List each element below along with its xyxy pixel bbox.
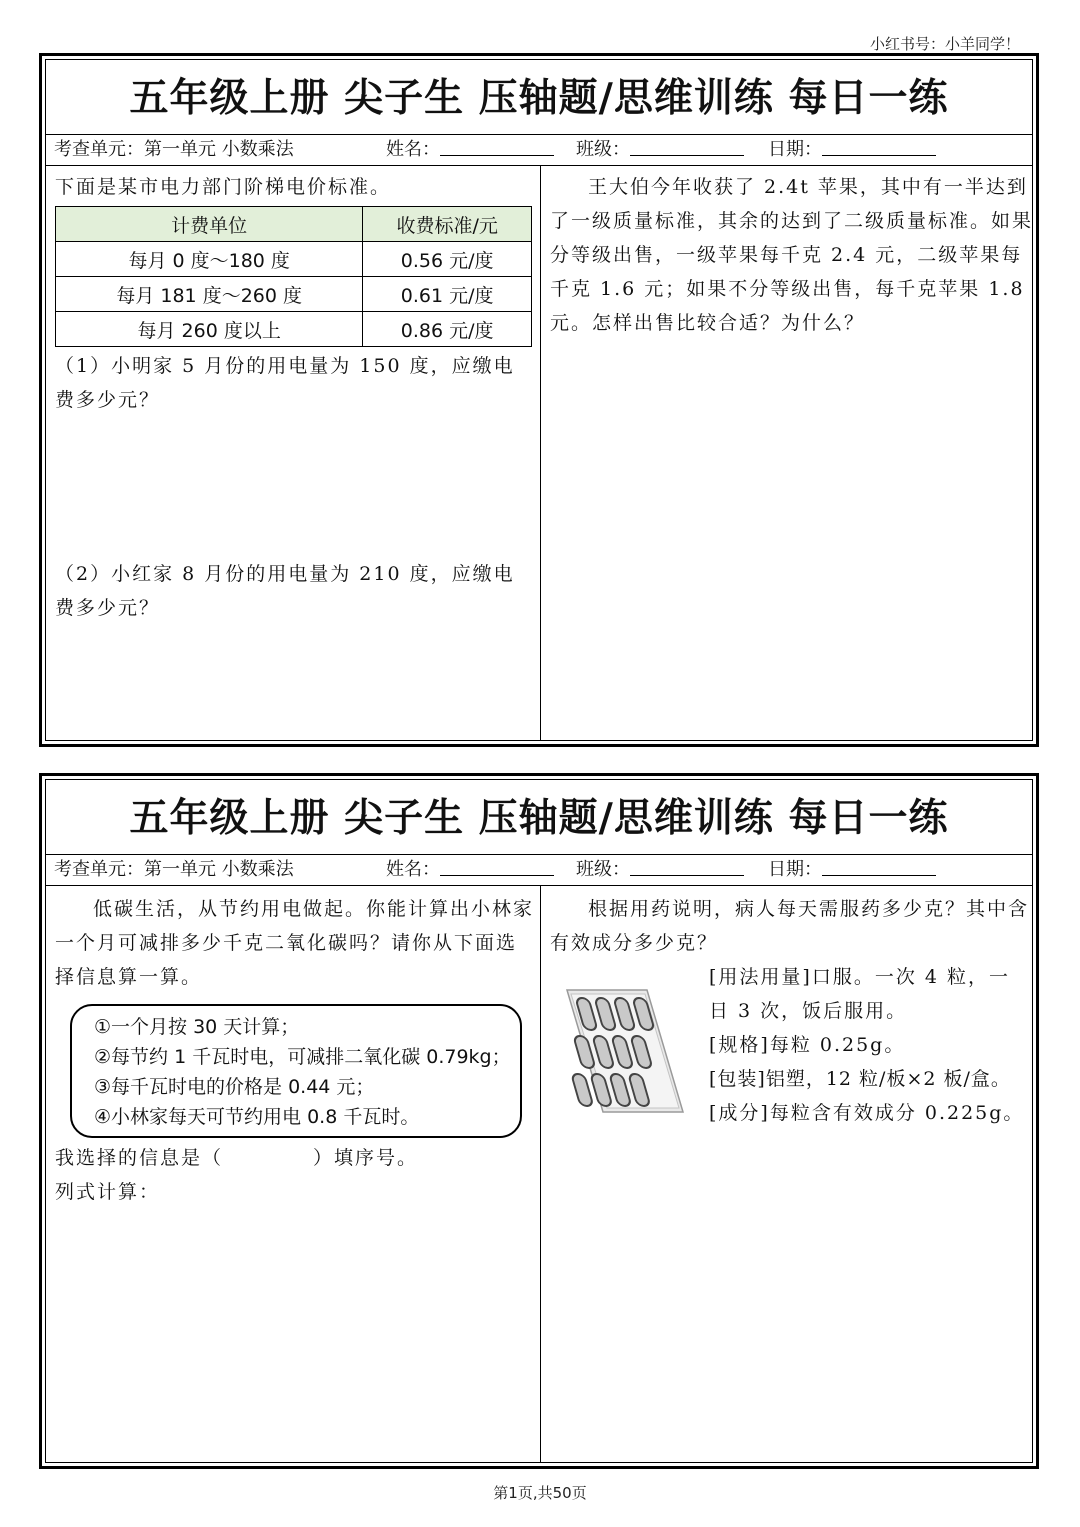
q1-part1: （1）小明家 5 月份的用电量为 150 度，应缴电费多少元？ (55, 355, 515, 411)
choice-line (55, 1141, 535, 1175)
q1-part2: （2）小红家 8 月份的用电量为 210 度，应缴电费多少元？ (55, 563, 515, 619)
table-header-cell: 收费标准/元 (363, 207, 532, 242)
table-cell: 0.61 元/度 (363, 277, 532, 312)
class-blank[interactable] (630, 135, 744, 156)
table-cell: 每月 260 度以上 (56, 312, 363, 347)
info-option: ④小林家每天可节约用电 0.8 千瓦时。 (94, 1106, 420, 1128)
table-cell: 每月 0 度～180 度 (56, 242, 363, 277)
table-header-row (56, 207, 532, 242)
date-field[interactable] (768, 855, 822, 885)
class-field[interactable] (576, 855, 630, 885)
question-low-carbon (46, 886, 541, 1462)
medicine-package: [包装]铝塑，12 粒/板×2 板/盒。 (709, 1068, 1011, 1090)
electricity-price-table (55, 206, 532, 347)
info-bar (46, 855, 1032, 886)
table-row (56, 312, 532, 347)
info-options-box (70, 1004, 522, 1138)
q1-intro: 下面是某市电力部门阶梯电价标准。 (55, 176, 392, 198)
info-option: ③每千瓦时电的价格是 0.44 元； (94, 1076, 375, 1098)
name-blank[interactable] (440, 855, 554, 876)
info-option: ②每节约 1 千瓦时电，可减排二氧化碳 0.79kg； (94, 1046, 511, 1068)
calc-label: 列式计算： (55, 1181, 161, 1203)
name-label: 姓名： (386, 139, 440, 160)
q2-text: 王大伯今年收获了 2.4t 苹果，其中有一半达到了一级质量标准，其余的达到了二级质量标准。如果分等级出售，一级苹果每千克 2.4 元，二级苹果每千克 1.6 元；如果不分等级出售，每千克苹果 1.8 元。怎样出售比较合适？为什么？ (550, 176, 1034, 334)
table-row (56, 242, 532, 277)
name-field[interactable] (386, 135, 440, 165)
name-field[interactable] (386, 855, 440, 885)
choice-suffix: ）填序号。 (313, 1147, 419, 1169)
class-label: 班级： (576, 859, 630, 880)
q4-text: 根据用药说明，病人每天需服药多少克？其中含有效成分多少克？ (550, 898, 1030, 954)
date-blank[interactable] (822, 135, 936, 156)
name-blank[interactable] (440, 135, 554, 156)
date-field[interactable] (768, 135, 822, 165)
table-cell: 0.56 元/度 (363, 242, 532, 277)
worksheet-1 (39, 53, 1039, 747)
watermark: 小红书号：小羊同学！ (869, 35, 1020, 53)
worksheet-title: 五年级上册 尖子生 压轴题/思维训练 每日一练 (46, 60, 1032, 135)
date-label: 日期： (768, 859, 822, 880)
class-label: 班级： (576, 139, 630, 160)
question-apples (541, 166, 1032, 740)
table-cell: 每月 181 度～260 度 (56, 277, 363, 312)
table-row (56, 277, 532, 312)
class-blank[interactable] (630, 855, 744, 876)
unit-label: 考查单元：第一单元 小数乘法 (54, 859, 294, 880)
info-bar (46, 135, 1032, 166)
info-option: ①一个月按 30 天计算； (94, 1016, 300, 1038)
question-electricity (46, 166, 541, 740)
choice-prefix: 我选择的信息是（ (55, 1147, 224, 1169)
page-number: 第1页,共50页 (493, 1484, 587, 1502)
class-field[interactable] (576, 135, 630, 165)
worksheet-title: 五年级上册 尖子生 压轴题/思维训练 每日一练 (46, 780, 1032, 855)
date-label: 日期： (768, 139, 822, 160)
table-cell: 0.86 元/度 (363, 312, 532, 347)
unit-label: 考查单元：第一单元 小数乘法 (54, 139, 294, 160)
q3-text: 低碳生活，从节约用电做起。你能计算出小林家一个月可减排多少千克二氧化碳吗？请你从下面选择信息算一算。 (55, 898, 535, 988)
table-header-cell: 计费单位 (56, 207, 363, 242)
medicine-ingredient: [成分]每粒含有效成分 0.225g。 (709, 1102, 1025, 1124)
worksheet-2 (39, 773, 1039, 1469)
pill-blister-image (551, 986, 686, 1116)
date-blank[interactable] (822, 855, 936, 876)
name-label: 姓名： (386, 859, 440, 880)
question-medicine (541, 886, 1032, 1462)
medicine-usage: [用法用量]口服。一次 4 粒，一日 3 次，饭后服用。 (709, 966, 1010, 1022)
medicine-spec: [规格]每粒 0.25g。 (709, 1034, 906, 1056)
